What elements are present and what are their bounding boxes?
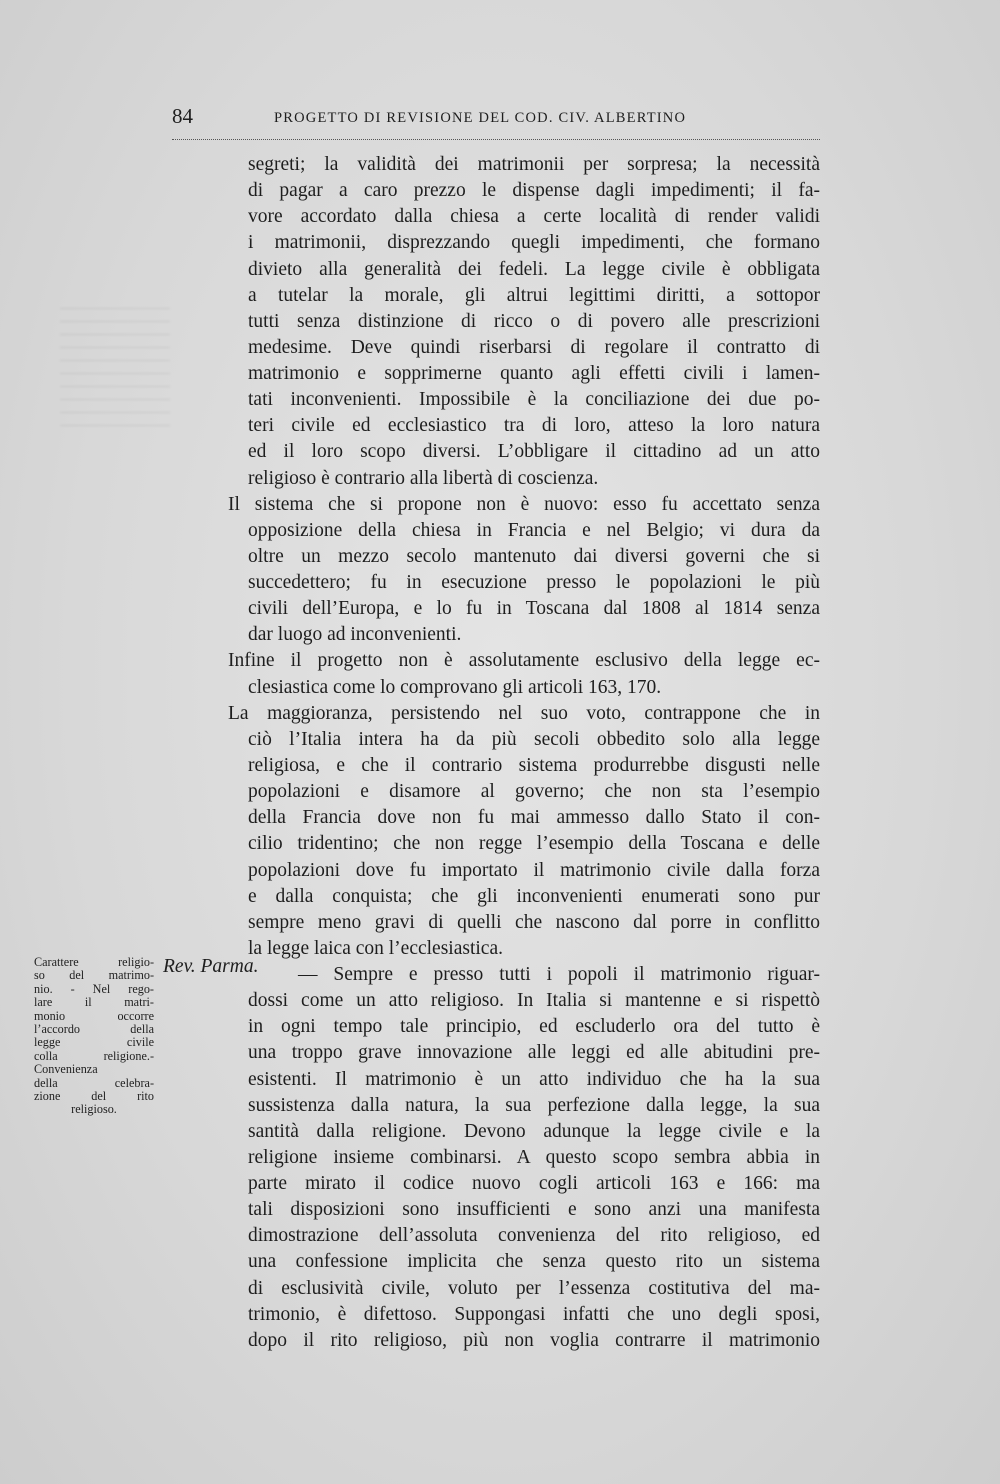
- text-line: cilio tridentino; che non regge l’esempio della Toscana e delle: [248, 833, 820, 855]
- text-line: dimostrazione dell’assoluta convenienza del rito religioso, ed: [248, 1225, 820, 1247]
- text-line: religiosa, e che il contrario sistema produrrebbe disgusti nelle: [248, 754, 820, 776]
- text-line: religioso è contrario alla libertà di coscienza.: [248, 467, 599, 489]
- text-line: clesiastica come lo comprovano gli articoli 163, 170.: [248, 676, 662, 698]
- margin-note-line: Carattere religio-: [34, 955, 154, 969]
- text-line: esistenti. Il matrimonio è un atto individuo che ha la sua: [248, 1068, 820, 1090]
- text-line: tali disposizioni sono insufficienti e sono anzi una manifesta: [248, 1199, 820, 1221]
- text-line: una troppo grave innovazione alle leggi ed alle abitudini pre-: [248, 1042, 820, 1064]
- margin-note: [34, 956, 154, 1117]
- text-line: la legge laica con l’ecclesiastica.: [248, 937, 503, 959]
- margin-note-line: colla religione.-: [34, 1048, 154, 1063]
- margin-note-line: lare il matri-: [34, 995, 154, 1010]
- text-line: oltre un mezzo secolo mantenuto dai diversi governi che si: [248, 545, 820, 567]
- text-line: tutti senza distinzione di ricco o di povero alle prescrizioni: [248, 310, 820, 332]
- text-line: a tutelar la morale, gli altrui legittimi diritti, a sottopor: [248, 284, 820, 306]
- text-line: una confessione implicita che senza questo rito un sistema: [248, 1251, 820, 1273]
- margin-note-line: nio. - Nel rego-: [34, 981, 154, 996]
- text-line: i matrimonii, disprezzando quegli impedimenti, che formano: [248, 232, 820, 254]
- text-line: succedettero; fu in esecuzione presso le popolazioni le più: [248, 572, 820, 594]
- page-number: 84: [172, 104, 193, 128]
- text-line: trimonio, è difettoso. Suppongasi infatti che uno degli sposi,: [248, 1303, 820, 1325]
- margin-note-line: religioso.: [71, 1102, 117, 1117]
- margin-note-line: l’accordo della: [34, 1022, 154, 1037]
- text-line: di pagar a caro prezzo le dispense dagli impedimenti; il fa-: [248, 180, 820, 202]
- text-line: della Francia dove non fu mai ammesso dallo Stato il con-: [248, 807, 820, 829]
- text-line: teri civile ed ecclesiastico tra di loro, atteso la loro natura: [248, 415, 820, 437]
- text-line: opposizione della chiesa in Francia e nel Belgio; vi dura da: [248, 519, 820, 541]
- show-through-bleed: [60, 300, 170, 430]
- text-line: civili dell’Europa, e lo fu in Toscana dal 1808 al 1814 senza: [248, 598, 820, 620]
- text-line: La maggioranza, persistendo nel suo voto, contrappone che in: [228, 702, 820, 724]
- page-header: [172, 104, 820, 134]
- text-line: dossi come un atto religioso. In Italia si mantenne e si rispettò: [248, 990, 820, 1012]
- speaker-label: Rev. Parma.: [163, 956, 259, 977]
- text-line: divieto alla generalità dei fedeli. La legge civile è obbligata: [248, 258, 820, 280]
- text-line: popolazioni dove fu importato il matrimonio civile dalla forza: [248, 859, 820, 881]
- text-line: vore accordato dalla chiesa a certe località di render validi: [248, 206, 820, 228]
- margin-note-line: so del matrimo-: [34, 968, 154, 983]
- text-line: sussistenza dalla natura, la sua perfezione dalla legge, la sua: [248, 1094, 820, 1116]
- margin-note-line: legge civile: [34, 1035, 154, 1050]
- text-line: Il sistema che si propone non è nuovo: esso fu accettato senza: [228, 493, 820, 515]
- header-rule: [172, 139, 820, 140]
- text-line: popolazioni e disamore al governo; che non sta l’esempio: [248, 781, 820, 803]
- text-line: tati inconvenienti. Impossibile è la conciliazione dei due po-: [248, 389, 820, 411]
- text-line: santità dalla religione. Devono adunque la legge civile e la: [248, 1120, 820, 1142]
- text-line: e dalla conquista; che gli inconvenienti enumerati sono pur: [248, 885, 820, 907]
- text-line: religione insieme combinarsi. A questo scopo sembra abbia in: [248, 1146, 820, 1168]
- text-line: dar luogo ad inconvenienti.: [248, 624, 462, 646]
- text-line: segreti; la validità dei matrimonii per sorpresa; la necessità: [248, 154, 820, 175]
- text-line: medesime. Deve quindi riserbarsi di regolare il contratto di: [248, 336, 820, 358]
- text-line: ciò l’Italia intera ha da più secoli obbedito solo alla legge: [248, 728, 820, 750]
- text-line: Infine il progetto non è assolutamente esclusivo della legge ec-: [228, 650, 820, 672]
- margin-note-line: zione del rito: [34, 1089, 154, 1104]
- text-line: — Sempre e presso tutti i popoli il matrimonio riguar-: [298, 964, 820, 986]
- running-title: PROGETTO DI REVISIONE DEL COD. CIV. ALBERTINO: [274, 110, 687, 126]
- margin-note-line: monio occorre: [34, 1008, 154, 1023]
- text-line: parte mirato il codice nuovo cogli articoli 163 e 166: ma: [248, 1173, 820, 1195]
- text-line: di esclusività civile, voluto per l’essenza costitutiva del ma-: [248, 1277, 820, 1299]
- text-line: dopo il rito religioso, più non voglia contrarre il matrimonio: [248, 1329, 820, 1351]
- margin-note-line: della celebra-: [34, 1075, 154, 1090]
- text-line: matrimonio e sopprimerne quanto agli effetti civili i lamen-: [248, 363, 820, 385]
- text-line: sempre meno gravi di quelli che nascono dal porre in conflitto: [248, 911, 820, 933]
- margin-note-line: Convenienza: [34, 1062, 98, 1077]
- text-line: in ogni tempo tale principio, ed escluderlo ora del tutto è: [248, 1016, 820, 1038]
- text-line: ed il loro scopo diversi. L’obbligare il cittadino ad un atto: [248, 441, 820, 463]
